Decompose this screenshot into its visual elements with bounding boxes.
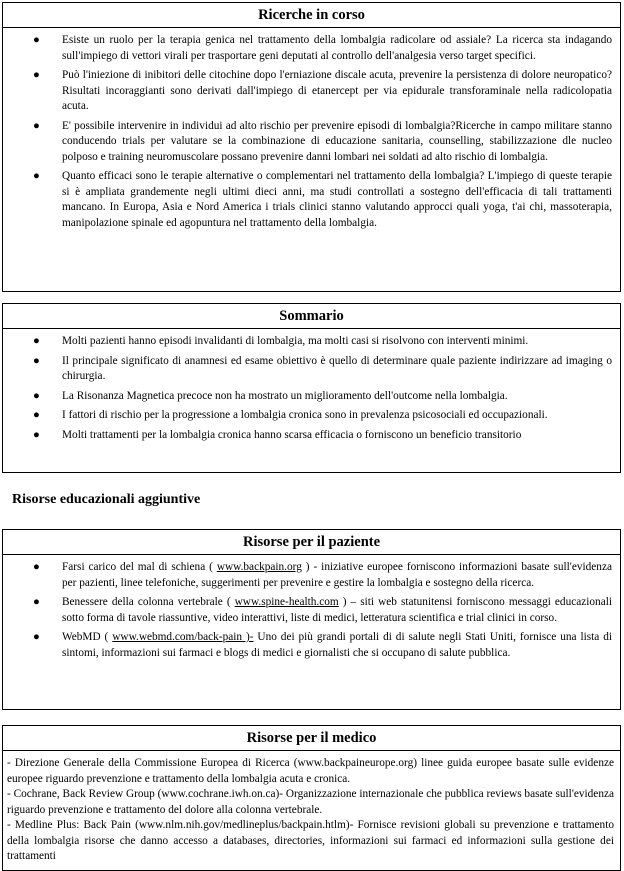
summary-list [11,334,612,443]
bullet-icon: ● [33,69,40,81]
patient-resources-title: Risorse per il paziente [3,530,620,555]
research-list [11,33,612,231]
list-item: ● E' possibile intervenire in individui ad alto rischio per prevenire episodi di lombalgia?Ricerche in campo militare stanno conducendo trials per valutare se la combinazione di educazione sanitaria, counselling, stabilizzazione dle nucleo polposo e training neuromuscolare possano prevenire danni lombari nei soldati ad alto rischio di lombalgia. [33,119,612,163]
research-title: Ricerche in corso [3,3,620,28]
physician-resources-title: Risorse per il medico [3,726,620,751]
patient-resources-list [11,560,612,661]
physician-resources-box [2,725,621,871]
list-item: ● Quanto efficaci sono le terapie alternative o complementari nel trattamento della lombalgia? L'impiego di queste terapie si è ampliata grandemente negli ultimi dieci anni, ma studi controllati a sostegno dell'efficacia di tali trattamenti mancano. In Europa, Asia e Nord America i trials clinici stanno valutando approcci quali yoga, t'ai chi, massoterapia, manipolazione spinale ed agopuntura nel trattamento della lombalgia. [33,170,612,229]
bullet-icon: ● [33,34,40,46]
spine-health-link[interactable]: www.spine-health.com [234,596,339,608]
summary-box [2,303,621,473]
list-item: ● Benessere della colonna vertebrale ( www.spine-health.com ) – siti web statunitensi forniscono messaggi educazionali sotto forma di tavole riassuntive, video interattivi, liste di medici, letteratura scientifica e trial clinici in corso. [33,596,612,624]
list-item: ● La Risonanza Magnetica precoce non ha mostrato un miglioramento dell'outcome nella lombalgia. [11,389,612,405]
bullet-icon: ● [33,409,40,421]
bullet-icon: ● [33,389,40,402]
patient-resources-box [2,529,621,710]
bullet-icon: ● [33,596,40,608]
bullet-icon: ● [33,428,40,441]
webmd-link[interactable]: www.webmd.com/back-pain )- [112,631,254,643]
summary-title: Sommario [3,304,620,329]
list-item: ● Molti pazienti hanno episodi invalidanti di lombalgia, ma molti casi si risolvono con interventi minimi. [11,334,612,350]
list-item: ● Farsi carico del mal di schiena ( www.backpain.org ) - iniziative europee forniscono informazioni basate sull'evidenza per pazienti, linee telefoniche, suggerimenti per prevenire e gestire la lombalgia e sostegno della ricerca. [33,561,612,589]
backpain-link[interactable]: www.backpain.org [216,561,302,573]
list-item: ● Molti trattamenti per la lombalgia cronica hanno scarsa efficacia o forniscono un beneficio transitorio [11,428,612,444]
research-box [2,2,621,292]
bullet-icon: ● [33,119,40,132]
bullet-icon: ● [33,335,40,347]
list-item: ● WebMD ( www.webmd.com/back-pain )- Uno dei più grandi portali di di salute negli Stati Uniti, fornisce una lista di sintomi, informazioni sui farmaci e blogs di medici e giornalisti che si occupano di salute pubblica. [33,631,612,659]
physician-resource-line: - Cochrane, Back Review Group (www.cochrane.iwh.on.ca)- Organizzazione internazionale che pubblica reviews basate sull'evidenza riguardo prevenzione e trattamento del dolore alla colonna vertebrale. [7,788,614,816]
bullet-icon: ● [33,170,40,182]
bullet-icon: ● [33,631,40,643]
list-item: ● I fattori di rischio per la progressione a lombalgia cronica sono in prevalenza psicosociali ed occupazionali. [11,408,612,424]
extra-resources-heading: Risorse educazionali aggiuntive [12,492,201,507]
physician-resource-line: - Medline Plus: Back Pain (www.nlm.nih.gov/medlineplus/backpain.htlm)- Fornisce revisioni globali su prevenzione e trattamento della lombalgia risorse che danno accesso a databases, directories, informazioni sui farmaci ed informazioni sulla gestione dei trattamenti [7,819,614,862]
list-item: ● Esiste un ruolo per la terapia genica nel trattamento della lombalgia radicolare od assiale? La ricerca sta indagando sull'impiego di vettori virali per trasportare geni deputati al controllo dell'analgesia verso target specifici. [33,34,612,62]
list-item: ● Può l'iniezione di inibitori delle citochine dopo l'erniazione discale acuta, prevenire la persistenza di dolore neuropatico? Risultati incoraggianti sono derivati dall'impiego di etanercept per via epidurale transforaminale nella radicolopatia acuta. [33,69,612,112]
physician-resource-line: - Direzione Generale della Commissione Europea di Ricerca (www.backpaineurope.org) linee guida europee basate sulle evidenze europee riguardo prevenzione e trattamento della lombalgia acuta e cronica. [7,757,614,785]
bullet-icon: ● [33,561,40,573]
list-item: ● Il principale significato di anamnesi ed esame obiettivo è quello di determinare quale paziente indirizzare ad imaging o chirurgia. [33,354,612,382]
bullet-icon: ● [33,354,40,367]
